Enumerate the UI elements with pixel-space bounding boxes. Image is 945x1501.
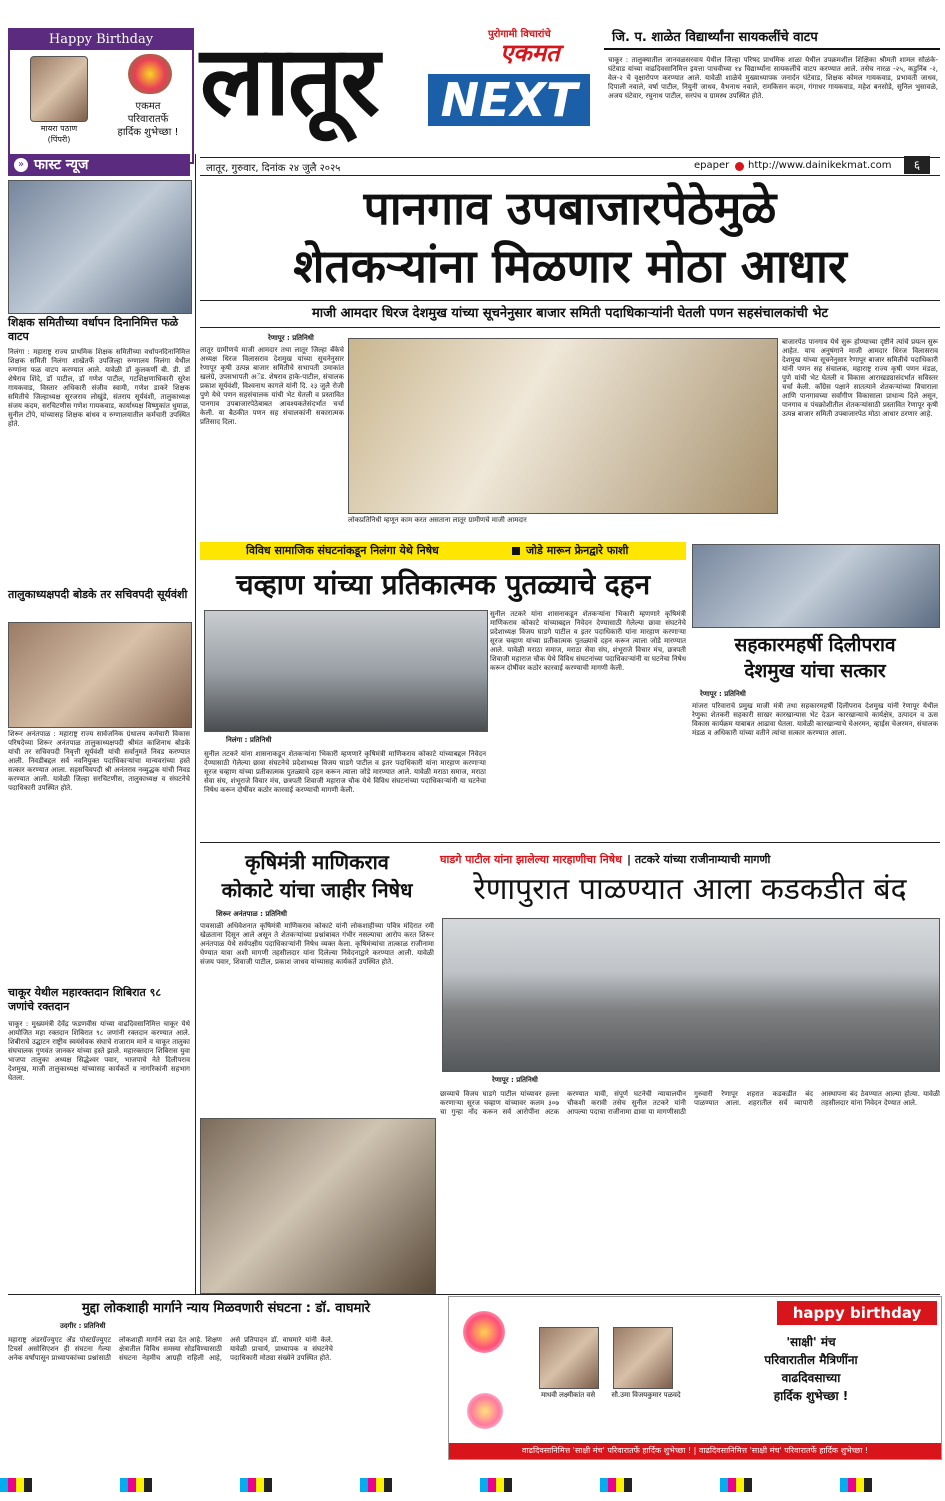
dateline-rule-top <box>200 157 940 158</box>
effigy-body: सुनील तटकरे यांना शासनाकडून शेतकऱ्यांना भिकारी म्हणणारे कृषिमंत्री माणिकराव कोकाटे यांच्याबद्दल निवेदन देण्यासाठी गेलेल्या छावा संघटनेचे प्रदेशाध्यक्ष विजय घाडगे पाटील व इतर पदाधिकारी यांना मारहाण करणाऱ्या सूरज चव्हाण यांच्या प्रतीकात्मक पुतळ्याचे दहन करून त्याला जोडे मारण्यात आले. यावेळी मराठा समाज, मराठा सेवा संघ, शंभूराजे विचार मंच, छत्रपती शिवाजी महाराज चौक येथे विविध संघटनांच्या पदाधिकाऱ्यांनी या घटनेचा निषेध करून दोषींवर कठोर कारवाई करण्याची मागणी केली. <box>490 610 686 672</box>
birthday-ad-photo-2 <box>613 1327 673 1389</box>
lead-subhead: माजी आमदार धिरज देशमुख यांच्या सूचनेनुसार बाजार समिती पदाधिकाऱ्यांनी घेतली पणन सहसंचालकांची भेट <box>200 300 940 328</box>
birthday-ad-text-2: परिवारातील मैत्रिणींना <box>764 1353 858 1367</box>
birthday-ad-banner: happy birthday <box>777 1301 937 1325</box>
birthday-ad-text-4: हार्दिक शुभेच्छा ! <box>773 1389 849 1403</box>
lead-photo-caption: लोकप्रतिनिधी म्हणून काम करत असताना लातूर ग्रामीणचे माजी आमदार <box>348 516 527 524</box>
birthday-ad-text-1: 'साक्षी' मंच <box>786 1335 836 1349</box>
bandh-kicker-red: घाडगे पाटील यांना झालेल्या मारहाणीचा निषेध <box>440 853 622 866</box>
birthday-box <box>8 28 194 164</box>
fast-news-headline-2: तालुकाध्यक्षपदी बोडके तर सचिवपदी सूर्यवंशी <box>8 588 188 601</box>
maratha-headline: मुद्दा लोकशाही मार्गाने न्याय मिळवणारी संघटना : डॉ. वाघमारे <box>81 1301 371 1316</box>
lead-headline-2: शेतकऱ्यांना मिळणार मोठा आधार <box>293 239 847 293</box>
lead-dateline: रेणापूर : प्रतिनिधी <box>268 334 314 342</box>
fast-news-photo-1 <box>8 180 192 314</box>
bandh-body: छाव्याचे विजय घाडगे पाटील यांच्यावर हल्ला करणाऱ्या सूरज चव्हाण यांच्यावर कलम ३०७ चा गुन्हा नोंद करून सर्व आरोपींना अटक करण्यात यावी, संपूर्ण घटनेची न्यायालयीन चौकशी करावी तसेच सुनील तटकरे यांनी आपल्या पदाचा राजीनामा द्यावा या मागणीसाठी गुरुवारी रेणापूर शहरात कडकडीत बंद पाळण्यात आला. शहरातील सर्व व्यापारी आस्थापना बंद ठेवण्यात आल्या होत्या. यावेळी तहसीलदार यांना निवेदन देण्यात आले. <box>440 1090 940 1116</box>
child-place: (पिंपरी) <box>47 135 71 144</box>
felicitation-body: मांजरा परिवाराचे प्रमुख माजी मंत्री तथा सहकारमहर्षी दिलीपराव देशमुख यांनी रेणापूर येथील रेणुका शेतकरी सहकारी साखर कारखान्यास भेट देऊन कारखान्याचे कार्यक्षेत्र, उत्पादन व ऊस विकास कार्यक्रम याबाबत आढावा घेतला. यावेळी कारखान्याचे चेअरमन, व्हाईस चेअरमन, संचालक मंडळ व अधिकारी यांच्या वतीने त्यांचा सत्कार करण्यात आला. <box>692 702 938 737</box>
top-strip-body: चाकूर : तालुक्यातील जानवळसरवाय येथील जिल्हा परिषद प्राथमिक शाळा येथील उपक्रमशील शिक्षिका श्रीमती शामल सोळंके-घंटेवाड यांच्या वाढदिवसानिमित्त इयत्ता पाचवीच्या १४ विद्यार्थ्यांना सायकलींचे वाटप करण्यात आले. तसेच नारळ -२५, कडुनिंब -२, वेल-२ चे वृक्षारोपण करण्यात आले. यावेळी शाळेचे मुख्याध्यापक जनार्दन घंटेवाड, शिक्षक कोमल गायकवाड, प्रभावती जाधव, दिपाली नवाले, वर्षा पाटील, नियुनी जाधव, वैभनाथ नवाले, रामकिसन कदम, गंगाधर गायकवाड, महेश बनसोडे, सुनिल भुसावळे, अजय घंटेवार, रघुनाथ पाटील, सरपंच व ग्रामस्थ उपस्थित होते. <box>608 56 938 100</box>
lead-photo <box>348 338 778 514</box>
fast-news-header <box>8 154 190 176</box>
masthead-brand: लातूर <box>200 25 378 137</box>
lead-body-right: बाजारपेठ पानगाव येथे सुरू होण्याच्या दृष्टीने त्यांचे प्रयत्न सुरू आहेत. याच अनुषंगाने माजी आमदार धिरज विलासराव देशमुख यांच्या सूचनेनुसार रेणापूर बाजार समितीचे पदाधिकारी यांनी पणन सह संचालक, महाराष्ट्र राज्य कृषी पणन मंडळ, पुणे यांची भेट घेतली व विकास आराखड्यासंदर्भात सविस्तर चर्चा केली. काँग्रेस पक्षाने सातत्याने शेतकऱ्यांच्या विचाराला आणि पानगावच्या सर्वांगीण विकासाला प्राधान्य दिले असून, पानगाव व पंचक्रोशीतील शेतकऱ्यांसाठी प्रस्तावित रेणापूर कृषी उत्पन्न बाजार समिती उपबाजारपेठ मोठा आधार ठरणार आहे. <box>782 338 938 418</box>
bandh-photo <box>442 918 940 1072</box>
birthday-title: Happy Birthday <box>10 30 192 50</box>
fast-news-body-1: निलंगा : महाराष्ट्र राज्य प्राथमिक शिक्षक समितीच्या वर्धापनदिनानिमित्त शिक्षक समिती निलंगा शाखेतर्फे उपजिल्हा रुग्णालय निलंगा येथील रुग्णांना फळ वाटप करण्यात आले. यावेळी डॉ कुलकर्णी बी. डी. डॉ शेषेराव शिंदे, डॉ पाटील, डॉ गणेश पाटील, गटशिक्षणाधिकारी सुरेश गायकवाड, विस्तार अधिकारी संजीव स्वामी, गणेश डाकरे शिक्षक समितीचे जिल्हाध्यक्ष सूरजराव लोखुंडे, संतराय सूर्यवंशी, तालुकाध्यक्ष संजय कदम, सरचिटणीस गणेश गायकवाड, कार्याध्यक्ष विष्णुकांत धुमाळ, सुनील टोंपे, यांच्यासह शिक्षक बांधव व रुग्णालयातील कर्मचारी उपस्थित होते. <box>8 348 190 428</box>
felicitation-headline-2: देशमुख यांचा सत्कार <box>744 660 886 682</box>
greeting-1: एकमत <box>135 101 161 112</box>
dateline: लातूर, गुरुवार, दिनांक २४ जुलै २०२५ <box>206 163 341 174</box>
masthead-tagline: पुरोगामी विचारांचे <box>488 29 551 40</box>
bottom-divider <box>8 1294 940 1295</box>
fast-news-body-2: शिरूर अनंतपाळ : महाराष्ट्र राज्य सार्वजनिक ग्रंथालय कर्मचारी विकास परिषदेच्या शिरूर अनंतपाळ तालुकाध्यक्षपदी श्रीमंत काशिनाथ बोडके यांची तर सचिवपदी निवृत्ती सूर्यवंशी यांची सर्वानुमते निवड करण्यात आली. निवडीबद्दल सर्व नवनियुक्त पदाधिकाऱ्यांचा मान्यवरांच्या हस्ते सत्कार करण्यात आला. सहसचिवपदी श्री अनंतराव नव्युद्धक यांची निवड करण्यात आली. यावेळी जिल्हा सरचिटणीस, तालुकाध्यक्ष व संघटनेचे पदाधिकारी उपस्थित होते. <box>8 730 190 792</box>
globe-icon <box>735 162 744 171</box>
birthday-ad-person-1: माधवी लक्ष्मीकांत वसे <box>540 1391 596 1399</box>
middle-divider <box>200 842 940 843</box>
protest-strip-right: जोडे मारून फ्रेनद्वारे फाशी <box>526 544 629 557</box>
bandh-headline: रेणापुरात पाळण्यात आला कडकडीत बंद <box>473 872 907 907</box>
fast-news-headline-1: शिक्षक समितीच्या वर्धापन दिनानिमित्त फळे वाटप <box>8 316 179 343</box>
flower-bottom-icon <box>467 1393 503 1429</box>
bandh-dateline: रेणापूर : प्रतिनिधी <box>492 1076 538 1084</box>
bandh-kicker-black: | तटकरे यांच्या राजीनाम्याची मागणी <box>627 853 771 866</box>
effigy-headline: चव्हाण यांच्या प्रतिकात्मक पुतळ्याचे दहन <box>235 568 651 601</box>
epaper-label: epaper <box>694 160 730 171</box>
top-strip-headline: जि. प. शाळेत विद्यार्थ्यांना सायकलींचे वाटप <box>604 26 940 50</box>
website-url[interactable]: http://www.dainikekmat.com <box>748 160 892 171</box>
maratha-body: महाराष्ट्र अंडरग्रॅज्युएट अँड पोस्टग्रॅज्युएट टिचर्स असोसिएशन ही संघटना गेल्या अनेक वर्षांपासून प्राध्यापकांच्या प्रश्नांसाठी लोकशाही मार्गाने लढा देत आहे. शिक्षण क्षेत्रातील विविध समस्या सोडविण्यासाठी संघटना नेहमीच आग्रही राहिली आहे, असे प्रतिपादन डॉ. वाघमारे यांनी केले. यावेळी प्राचार्य, प्राध्यापक व संघटनेचे पदाधिकारी मोठ्या संख्येने उपस्थित होते. <box>8 1336 333 1362</box>
registration-strip <box>0 1478 945 1492</box>
birthday-ad-text-3: वाढदिवसाच्या <box>781 1371 841 1385</box>
fast-news-icon: » <box>14 158 28 172</box>
lead-body-left: लातूर ग्रामीणचे माजी आमदार तथा लातूर जिल्हा बँकेचे अध्यक्ष धिरज विलासराव देशमुख यांच्या सूचनेनुसार रेणापूर कृषी उत्पन्न बाजार समितीचे सभापती उमाकांत खलंग्रे, उपसभापती अॅड. शेषराव हाके-पाटील, संचालक प्रकाश सूर्यवंशी, विश्वनाथ कागले यांनी दि. २३ जुलै रोजी पुणे येथे पणन सहसंचालक यांची भेट घेतली व प्रस्तावित पानगाव उपबाजारपेठेबाबत आवश्यकतेसंदर्भात चर्चा केली. या बैठकीत पणन सह संचालकांनी सकारात्मक प्रतिसाद दिला. <box>200 346 344 426</box>
protest-square-icon <box>512 547 520 555</box>
fast-news-headline-3: चाकूर येथील महारक्तदान शिबिरात ९८ जणांचे रक्तदान <box>8 986 162 1013</box>
bandh-kicker <box>440 848 940 866</box>
minister-dateline: शिरूर अनंतपाळ : प्रतिनिधी <box>216 910 287 918</box>
minister-headline-2: कोकाटे यांचा जाहीर निषेध <box>221 878 413 902</box>
effigy-dateline: निलंगा : प्रतिनिधी <box>226 736 272 744</box>
protest-strip <box>200 542 686 560</box>
lead-headline-1: पानगाव उपबाजारपेठेमुळे <box>363 181 777 235</box>
fast-news-title: फास्ट न्यूज <box>34 157 89 173</box>
birthday-ad-footer: वाढदिवसानिमित्त 'साक्षी मंच' परिवारातर्फे हार्दिक शुभेच्छा ! | वाढदिवसानिमित्त 'साक्षी मंच' परिवारातर्फे हार्दिक शुभेच्छा ! <box>449 1443 941 1459</box>
birthday-ad-person-2: सौ.उमा विजयकुमार पळवदे <box>611 1391 681 1399</box>
effigy-body-lower: सुनील तटकरे यांना शासनाकडून शेतकऱ्यांना भिकारी म्हणणारे कृषिमंत्री माणिकराव कोकाटे यांच्याबद्दल निवेदन देण्यासाठी गेलेल्या छावा संघटनेचे प्रदेशाध्यक्ष विजय घाडगे पाटील व इतर पदाधिकारी यांना मारहाण करणाऱ्या सूरज चव्हाण यांच्या प्रतीकात्मक पुतळ्याचे दहन करून त्याला जोडे मारण्यात आले. यावेळी मराठा समाज, मराठा सेवा संघ, शंभूराजे विचार मंच, छत्रपती शिवाजी महाराज चौक येथे विविध संघटनांच्या पदाधिकाऱ्यांनी या घटनेचा निषेध करून दोषींवर कठोर कारवाई करण्याची मागणी केली. <box>204 750 486 794</box>
flower-bouquet <box>128 54 172 94</box>
child-name: मायरा पठाण <box>40 124 78 133</box>
minister-body: पावसाळी अधिवेशनात कृषिमंत्री माणिकराव कोकाटे यांनी लोकशाहीच्या पवित्र मंदिरात रमी खेळताना दिसून आले असून ते शेतकऱ्यांच्या प्रश्नांबाबत गंभीर नसल्याचा आरोप करत शिरूर अनंतपाळ येथे सर्वपक्षीय पदाधिकाऱ्यांनी निषेध व्यक्त केला. कृषिमंत्र्यांचा तात्काळ राजीनामा घेण्यात यावा अशी मागणी तहसीलदार यांना दिलेल्या निवेदनाद्वारे करण्यात आली. यावेळी संजय पवार, शिवाजी पाटील, प्रकाश जाधव यांच्यासह कार्यकर्ते उपस्थित होते. <box>200 922 434 966</box>
effigy-photo <box>204 610 488 732</box>
masthead-paper: एकमत <box>500 39 560 67</box>
greeting-3: हार्दिक शुभेच्छा ! <box>117 127 179 138</box>
greeting-2: परिवारातर्फे <box>127 114 169 125</box>
dateline-rule-bottom <box>200 175 940 176</box>
fast-news-body-3: चाकूर : मुख्यमंत्री देवेंद्र फडणवीस यांच्या वाढदिवसानिमित्त चाकूर येथे आयोजित महा रक्तदान शिबिरात ९८ जणांनी रक्तदान करण्यात आले. शिबीराचे उद्घाटन राष्ट्रीय स्वयंसेवक संघाचे राजाराम माने व चाकूर तालुका संघचालक गुणवंत जानकर यांच्या हस्ते झाले. महारक्तदान शिबिरास युवा भाजपा तालुका अध्यक्ष सिद्धेश्वर पवार, भाजपाचे नेते दिलीपराव देशमुख, माजी तालुकाध्यक्ष यांच्यासह कार्यकर्ते व नागरिकांनी सहभाग घेतला. <box>8 1020 190 1082</box>
birthday-ad-photo-1 <box>539 1327 599 1389</box>
minister-headline-1: कृषिमंत्री माणिकराव <box>245 850 389 874</box>
page-number: ६ <box>904 156 930 174</box>
felicitation-dateline: रेणापूर : प्रतिनिधी <box>700 690 746 698</box>
felicitation-headline-1: सहकारमहर्षी दिलीपराव <box>734 634 896 656</box>
masthead-next: NEXT <box>428 74 590 126</box>
fast-news-divider <box>195 154 196 1294</box>
fast-news-photo-2 <box>8 622 192 728</box>
felicitation-photo <box>692 544 940 628</box>
protest-strip-left: विविध सामाजिक संघटनांकडून निलंगा येथे निषेध <box>246 544 439 557</box>
child-photo <box>30 56 88 122</box>
flower-left-icon <box>463 1311 505 1353</box>
birthday-ad <box>448 1296 942 1460</box>
maratha-dateline: उदगीर : प्रतिनिधी <box>60 1322 106 1330</box>
minister-photo <box>200 1118 436 1294</box>
